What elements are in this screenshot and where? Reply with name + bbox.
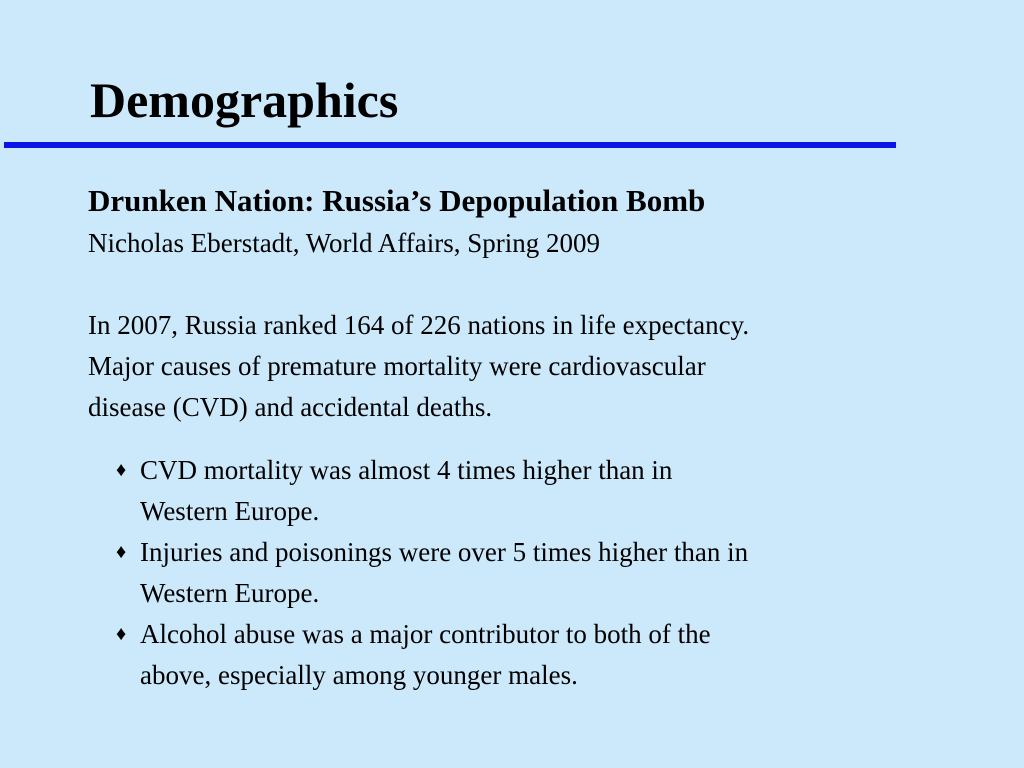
list-item: [116, 450, 976, 532]
diamond-bullet-icon: ♦: [116, 623, 127, 645]
summary-line: disease (CVD) and accidental deaths.: [88, 392, 493, 422]
bullet-text-line: Western Europe.: [140, 496, 320, 526]
slide-title: Demographics: [90, 72, 399, 128]
article-headline: Drunken Nation: Russia’s Depopulation Bomb: [88, 183, 706, 218]
slide-body: [88, 180, 988, 428]
bullet-text-line: Alcohol abuse was a major contributor to both of the: [140, 619, 711, 649]
bullet-text-line: above, especially among younger males.: [140, 660, 578, 690]
list-item: [116, 614, 976, 696]
article-byline: Nicholas Eberstadt, World Affairs, Spring 2009: [88, 228, 601, 258]
summary-line: Major causes of premature mortality were cardiovascular: [88, 351, 706, 381]
bullet-list: [116, 450, 976, 696]
title-underline-rule: [4, 142, 896, 148]
bullet-text-line: CVD mortality was almost 4 times higher than in: [140, 455, 673, 485]
summary-line: In 2007, Russia ranked 164 of 226 nations in life expectancy.: [88, 310, 750, 340]
bullet-text-line: Western Europe.: [140, 578, 320, 608]
list-item: [116, 532, 976, 614]
diamond-bullet-icon: ♦: [116, 541, 127, 563]
bullet-text-line: Injuries and poisonings were over 5 times higher than in: [140, 537, 749, 567]
diamond-bullet-icon: ♦: [116, 459, 127, 481]
summary-paragraph: [88, 305, 988, 428]
